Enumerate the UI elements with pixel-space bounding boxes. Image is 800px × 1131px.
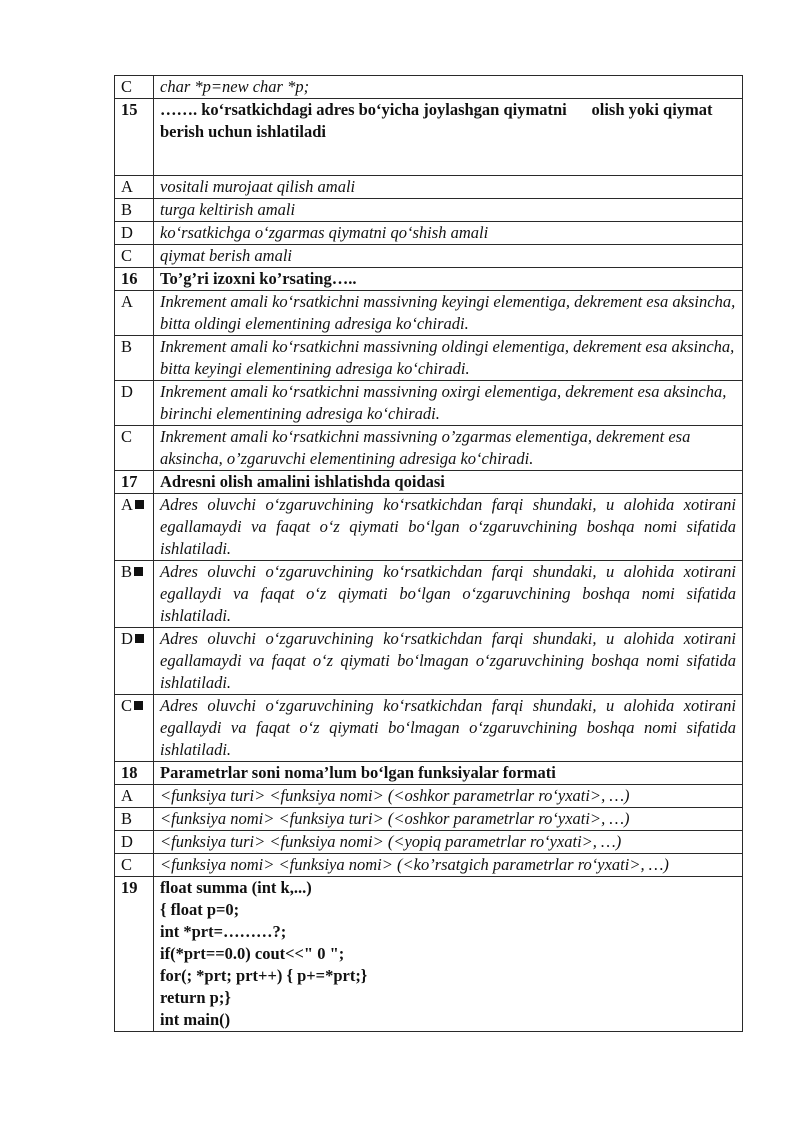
question-row (115, 877, 743, 1032)
option-label: C (115, 854, 154, 877)
option-label: B (121, 562, 133, 581)
option-label: A (121, 495, 133, 514)
table-row (115, 854, 743, 877)
table-row (115, 199, 743, 222)
option-text: Inkrement amali ko‘rsatkichni massivning oldingi elementiga, dekrement esa aksincha, bitta keyingi elementining adresiga ko‘chiradi. (154, 336, 743, 381)
square-mark-icon (134, 701, 143, 710)
option-label: A (115, 291, 154, 336)
option-text: <funksiya nomi> <funksiya turi> (<oshkor parametrlar ro‘yxati>, …) (154, 808, 743, 831)
table-row (115, 628, 743, 695)
square-mark-icon (135, 634, 144, 643)
option-label: C (121, 696, 133, 715)
option-label: A (115, 176, 154, 199)
table-row (115, 381, 743, 426)
option-text: turga keltirish amali (154, 199, 743, 222)
table-row (115, 245, 743, 268)
question-text: ……. ko‘rsatkichdagi adres bo‘yicha joylashgan qiymatni olish yoki qiymat berish uchun ishlatiladi (154, 99, 743, 176)
table-row (115, 222, 743, 245)
question-number: 15 (115, 99, 154, 176)
question-text: Adresni olish amalini ishlatishda qoidasi (154, 471, 743, 494)
option-text: ko‘rsatkichga o‘zgarmas qiymatni qo‘shish amali (154, 222, 743, 245)
option-text: Adres oluvchi o‘zgaruvchining ko‘rsatkichdan farqi shundaki, u alohida xotirani egallamaydi va faqat o‘z qiymati bo‘lmagan o‘zgaruvchining boshqa nomi sifatida ishlatiladi. (154, 628, 743, 695)
table-row (115, 291, 743, 336)
table-row (115, 561, 743, 628)
question-text: Parametrlar soni noma’lum bo‘lgan funksiyalar formati (154, 762, 743, 785)
table-row (115, 494, 743, 561)
square-mark-icon (134, 567, 143, 576)
square-mark-icon (135, 500, 144, 509)
option-text: qiymat berish amali (154, 245, 743, 268)
option-text: Inkrement amali ko‘rsatkichni massivning oxirgi elementiga, dekrement esa aksincha, birinchi elementining adresiga ko‘chiradi. (154, 381, 743, 426)
question-text: To’g’ri izoxni ko’rsating….. (154, 268, 743, 291)
question-number: 16 (115, 268, 154, 291)
option-text: <funksiya turi> <funksiya nomi> (<yopiq parametrlar ro‘yxati>, …) (154, 831, 743, 854)
option-label: D (115, 222, 154, 245)
option-label: D (115, 381, 154, 426)
question-row (115, 762, 743, 785)
option-label: B (115, 808, 154, 831)
option-text: <funksiya nomi> <funksiya nomi> (<ko’rsatgich parametrlar ro‘yxati>, …) (154, 854, 743, 877)
question-row (115, 268, 743, 291)
option-text: Adres oluvchi o‘zgaruvchining ko‘rsatkichdan farqi shundaki, u alohida xotirani egallamaydi va faqat o‘z qiymati bo‘lgan o‘zgaruvchining boshqa nomi sifatida ishlatiladi. (154, 494, 743, 561)
code-snippet: float summa (int k,...) { float p=0; int *prt=………?; if(*prt==0.0) cout<<" 0 "; for(; *prt; prt++) { p+=*prt;} return p;} int main() (154, 877, 743, 1032)
table-row (115, 76, 743, 99)
option-label-cell (115, 695, 154, 762)
quiz-table (114, 75, 743, 1032)
question-number: 17 (115, 471, 154, 494)
option-label: C (115, 426, 154, 471)
option-text: <funksiya turi> <funksiya nomi> (<oshkor parametrlar ro‘yxati>, …) (154, 785, 743, 808)
option-text: Inkrement amali ko‘rsatkichni massivning o’zgarmas elementiga, dekrement esa aksincha, o’zgaruvchi elementining adresiga ko‘chiradi. (154, 426, 743, 471)
option-text: Adres oluvchi o‘zgaruvchining ko‘rsatkichdan farqi shundaki, u alohida xotirani egallaydi va faqat o‘z qiymati bo‘lgan o‘zgaruvchining boshqa nomi sifatida ishlatiladi. (154, 561, 743, 628)
option-label: D (121, 629, 133, 648)
option-label-cell (115, 494, 154, 561)
option-text: Adres oluvchi o‘zgaruvchining ko‘rsatkichdan farqi shundaki, u alohida xotirani egallaydi va faqat o‘z qiymati bo‘lmagan o‘zgaruvchining boshqa nomi sifatida ishlatiladi. (154, 695, 743, 762)
table-row (115, 785, 743, 808)
option-label-cell (115, 628, 154, 695)
option-label: D (115, 831, 154, 854)
option-text: vositali murojaat qilish amali (154, 176, 743, 199)
option-label: B (115, 199, 154, 222)
table-row (115, 176, 743, 199)
question-row (115, 99, 743, 176)
option-label: C (115, 245, 154, 268)
table-row (115, 808, 743, 831)
option-label: A (115, 785, 154, 808)
question-number: 18 (115, 762, 154, 785)
option-label-cell (115, 561, 154, 628)
table-row (115, 831, 743, 854)
question-number: 19 (115, 877, 154, 1032)
table-row (115, 426, 743, 471)
option-text: char *p=new char *p; (154, 76, 743, 99)
option-label: B (115, 336, 154, 381)
option-label: C (115, 76, 154, 99)
table-row (115, 336, 743, 381)
question-row (115, 471, 743, 494)
option-text: Inkrement amali ko‘rsatkichni massivning keyingi elementiga, dekrement esa aksincha, bitta oldingi elementining adresiga ko‘chiradi. (154, 291, 743, 336)
table-row (115, 695, 743, 762)
